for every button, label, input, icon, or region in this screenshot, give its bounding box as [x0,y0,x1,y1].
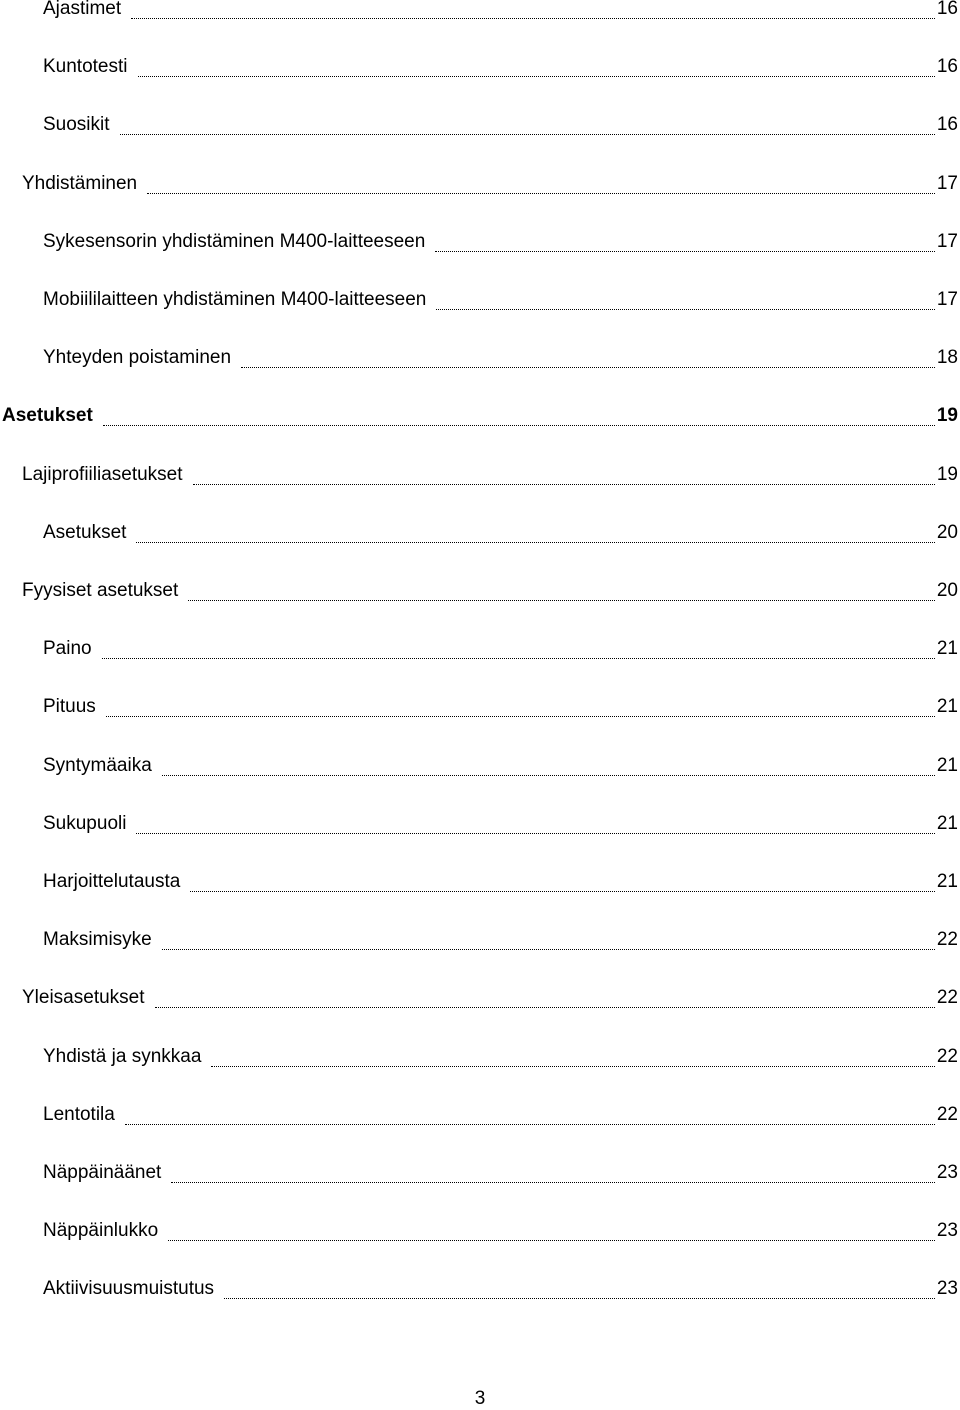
toc-entry-page: 19 [936,463,958,485]
toc-entry-title: Harjoittelutausta [43,871,181,892]
toc-entry[interactable] [22,463,958,487]
toc-entry[interactable] [22,579,958,603]
toc-entry-page: 21 [936,754,958,776]
dot-leader [211,1066,934,1067]
page-number: 3 [474,1388,486,1409]
toc-entry-title: Paino [43,638,92,660]
toc-entry[interactable] [43,521,958,545]
toc-entry[interactable] [22,986,958,1010]
dot-leader [103,425,935,426]
toc-entry[interactable] [43,637,958,661]
dot-leader [125,1124,935,1125]
dot-leader [102,658,935,659]
toc-entry[interactable] [43,346,958,370]
toc-entry-page: 21 [936,871,958,892]
dot-leader [106,716,935,717]
toc-entry-title: Yhdistä ja synkkaa [43,1045,202,1067]
dot-leader [193,484,935,485]
dot-leader [436,309,934,310]
dot-leader [190,891,935,892]
toc-entry-title: Pituus [43,696,96,718]
toc-entry[interactable] [43,288,958,312]
toc-entry-page: 20 [936,521,958,543]
toc-entry-page: 16 [936,114,958,136]
toc-entry[interactable] [2,404,958,428]
toc-entry-page: 22 [936,929,958,951]
dot-leader [136,542,934,543]
toc-entry[interactable] [43,1045,958,1069]
toc-entry[interactable] [43,870,958,894]
dot-leader [136,833,934,834]
toc-entry-title: Yhdistäminen [22,172,138,194]
toc-entry-page: 17 [936,289,958,310]
dot-leader [171,1182,935,1183]
toc-entry[interactable] [43,928,958,952]
toc-entry-page: 17 [936,230,958,252]
dot-leader [224,1298,935,1299]
toc-entry[interactable] [43,230,958,254]
toc-entry-page: 23 [936,1162,958,1183]
toc-entry-page: 17 [936,172,958,194]
toc-entry[interactable] [43,695,958,719]
toc-entry-title: Suosikit [43,114,110,136]
toc-entry-page: 22 [936,987,958,1009]
toc-entry-title: Lentotila [43,1103,115,1125]
dot-leader [162,949,935,950]
toc-entry-page: 22 [936,1045,958,1067]
toc-entry-title: Sukupuoli [43,812,127,834]
toc-entry[interactable] [43,55,958,79]
toc-entry-title: Asetukset [2,405,93,427]
toc-entry-title: Fyysiset asetukset [22,580,179,601]
toc-entry-title: Mobiililaitteen yhdistäminen M400-laitteeseen [43,289,427,310]
toc-entry-page: 20 [936,580,958,601]
dot-leader [435,251,935,252]
dot-leader [147,193,935,194]
dot-leader [162,775,935,776]
toc-entry-title: Yhteyden poistaminen [43,347,232,369]
toc-entry[interactable] [43,1161,958,1185]
toc-entry[interactable] [43,1103,958,1127]
toc-entry-title: Maksimisyke [43,929,152,951]
toc-entry-page: 23 [936,1278,958,1300]
toc-entry-page: 16 [936,0,958,19]
dot-leader [155,1007,935,1008]
toc-entry[interactable] [43,754,958,778]
toc-entry-title: Sykesensorin yhdistäminen M400-laitteeseen [43,230,426,252]
toc-entry[interactable] [43,812,958,836]
toc-entry-page: 19 [936,405,958,427]
toc-entry[interactable] [43,0,958,21]
dot-leader [120,134,935,135]
toc-entry-page: 18 [936,347,958,369]
toc-entry-title: Syntymäaika [43,754,152,776]
dot-leader [241,367,935,368]
toc-entry-title: Näppäinäänet [43,1162,162,1183]
toc-entry-page: 21 [936,638,958,660]
toc-entry-title: Lajiprofiiliasetukset [22,463,183,485]
dot-leader [168,1240,935,1241]
toc-entry-page: 22 [936,1103,958,1125]
dot-leader [131,18,935,19]
toc-entry[interactable] [43,1277,958,1301]
toc-entry-title: Ajastimet [43,0,122,19]
toc-entry[interactable] [43,1219,958,1243]
toc-entry-page: 16 [936,56,958,78]
toc-entry-title: Aktiivisuusmuistutus [43,1278,215,1300]
toc-entry-title: Näppäinlukko [43,1220,159,1242]
toc-entry[interactable] [22,172,958,196]
dot-leader [138,76,935,77]
toc-entry-title: Kuntotesti [43,56,128,78]
toc-entry-page: 21 [936,812,958,834]
toc-entry-title: Yleisasetukset [22,987,145,1009]
dot-leader [188,600,935,601]
toc-entry-page: 23 [936,1220,958,1242]
toc-entry-title: Asetukset [43,521,127,543]
toc-entry-page: 21 [936,696,958,718]
toc-entry[interactable] [43,113,958,137]
